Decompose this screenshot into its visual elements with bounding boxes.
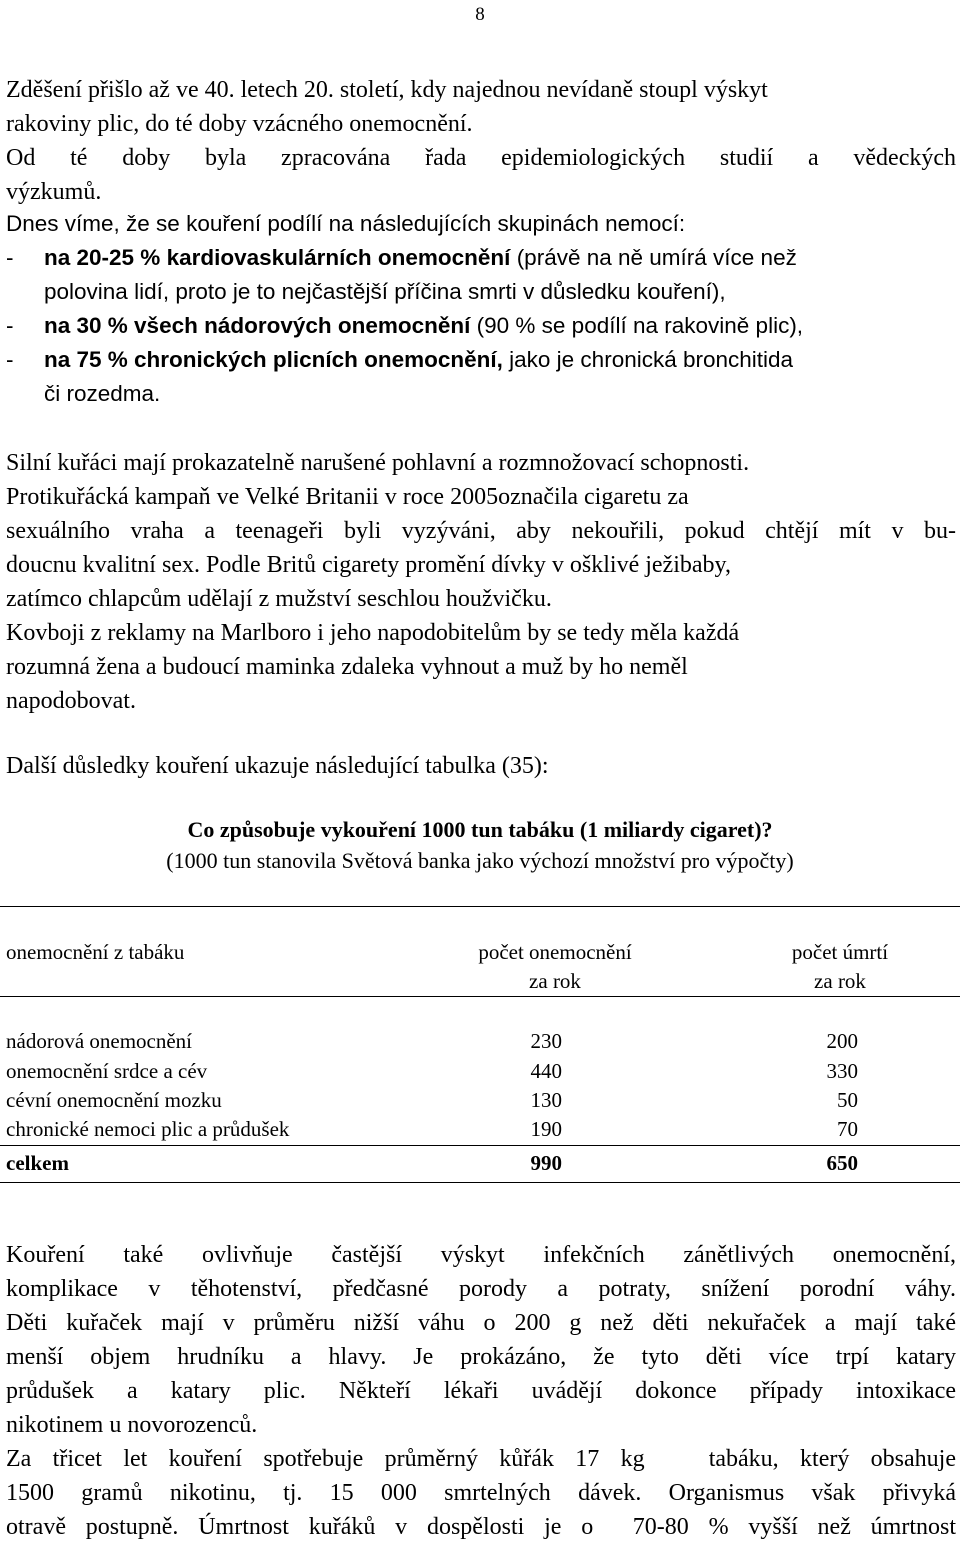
- column-header-disease: onemocnění z tabáku: [6, 940, 185, 964]
- page-number: 8: [475, 4, 485, 25]
- column-header-cases: počet onemocnění: [478, 940, 632, 964]
- text-line: 1500 gramů nikotinu, tj. 15 000 smrtelných dávek. Organismus však přivyká: [6, 1480, 956, 1506]
- text-line: doucnu kvalitní sex. Podle Britů cigarety promění dívky v ošklivé ježibaby,: [6, 552, 731, 578]
- row-deaths: 70: [837, 1117, 858, 1141]
- table-header-rule: [0, 996, 960, 997]
- row-disease: chronické nemoci plic a průdušek: [6, 1117, 290, 1141]
- text-line: sexuálního vraha a teenageři byli vyzýváni, aby nekouřili, pokud chtějí mít v bu-: [6, 518, 956, 544]
- column-header-cases-unit: za rok: [529, 969, 581, 993]
- intro-paragraph: [6, 73, 956, 209]
- text-line: menší objem hrudníku a hlavy. Je prokázáno, že tyto děti více trpí katary: [6, 1344, 956, 1370]
- table-total-rule: [0, 1145, 960, 1146]
- paragraph-health: [6, 1238, 956, 1544]
- column-header-deaths-unit: za rok: [814, 969, 866, 993]
- text-line: Zděšení přišlo až ve 40. letech 20. století, kdy najednou nevídaně stoupl výskyt: [6, 77, 768, 103]
- row-disease: onemocnění srdce a cév: [6, 1059, 208, 1083]
- text-line: otravě postupně. Úmrtnost kuřáků v dospělosti je o 70-80 % vyšší než úmrtnost: [6, 1514, 956, 1540]
- text-line: Silní kuřáci mají prokazatelně narušené pohlavní a rozmnožovací schopnosti.: [6, 450, 750, 476]
- text-line: komplikace v těhotenství, předčasné porody a potraty, snížení porodní váhy.: [6, 1276, 956, 1302]
- text-line: rozumná žena a budoucí maminka zdaleka vyhnout a muž by ho neměl: [6, 654, 688, 680]
- text-line: Protikuřácká kampaň ve Velké Britanii v roce 2005označila cigaretu za: [6, 484, 689, 510]
- text-line: nikotinem u novorozenců.: [6, 1412, 258, 1438]
- list-item: - na 30 % všech nádorových onemocnění (90 % se podílí na rakovině plic),: [6, 313, 804, 338]
- row-cases: 230: [530, 1029, 562, 1053]
- text-line: rakoviny plic, do té doby vzácného onemocnění.: [6, 111, 473, 137]
- row-deaths: 50: [837, 1088, 858, 1112]
- list-lead: Dnes víme, že se kouření podílí na následujících skupinách nemocí:: [6, 211, 686, 236]
- total-label: celkem: [6, 1151, 69, 1175]
- row-deaths: 330: [826, 1059, 858, 1083]
- list-item-continuation: či rozedma.: [44, 381, 161, 406]
- text-line: výzkumů.: [6, 179, 102, 205]
- table-subtitle: (1000 tun stanovila Světová banka jako výchozí množství pro výpočty): [166, 848, 794, 873]
- row-cases: 190: [530, 1117, 562, 1141]
- paragraph-effects: [6, 446, 956, 718]
- total-cases: 990: [530, 1151, 562, 1175]
- column-header-deaths: počet úmrtí: [791, 940, 889, 964]
- text-line: Kovboji z reklamy na Marlboro i jeho napodobitelům by se tedy měla každá: [6, 620, 740, 646]
- list-item-continuation: polovina lidí, proto je to nejčastější příčina smrti v důsledku kouření),: [44, 279, 726, 304]
- row-cases: 440: [530, 1059, 562, 1083]
- row-deaths: 200: [826, 1029, 858, 1053]
- table-title: Co způsobuje vykouření 1000 tun tabáku (1 miliardy cigaret)?: [187, 817, 773, 842]
- table-intro: Další důsledky kouření ukazuje následující tabulka (35):: [6, 753, 549, 779]
- total-deaths: 650: [826, 1151, 858, 1175]
- text-line: Od té doby byla zpracována řada epidemiologických studií a vědeckých: [6, 145, 956, 171]
- list-item: - na 75 % chronických plicních onemocnění, jako je chronická bronchitida: [6, 347, 794, 372]
- list-item: - na 20-25 % kardiovaskulárních onemocnění (právě na ně umírá více než: [6, 245, 797, 270]
- text-line: zatímco chlapcům udělají z mužství seschlou houžvičku.: [6, 586, 552, 612]
- disease-list: [6, 207, 956, 411]
- row-disease: nádorová onemocnění: [6, 1029, 193, 1053]
- table-bottom-rule: [0, 1182, 960, 1183]
- row-disease: cévní onemocnění mozku: [6, 1088, 222, 1112]
- text-line: Děti kuřaček mají v průměru nižší váhu o 200 g než děti nekuřaček a mají také: [6, 1310, 956, 1336]
- text-line: napodobovat.: [6, 688, 136, 714]
- table-top-rule: [0, 906, 960, 907]
- text-line: Za třicet let kouření spotřebuje průměrný kůřák 17 kg tabáku, který obsahuje: [6, 1446, 956, 1472]
- text-line: Kouření také ovlivňuje častější výskyt infekčních zánětlivých onemocnění,: [6, 1242, 956, 1268]
- row-cases: 130: [530, 1088, 562, 1112]
- text-line: průdušek a katary plic. Někteří lékaři uvádějí dokonce případy intoxikace: [6, 1378, 956, 1404]
